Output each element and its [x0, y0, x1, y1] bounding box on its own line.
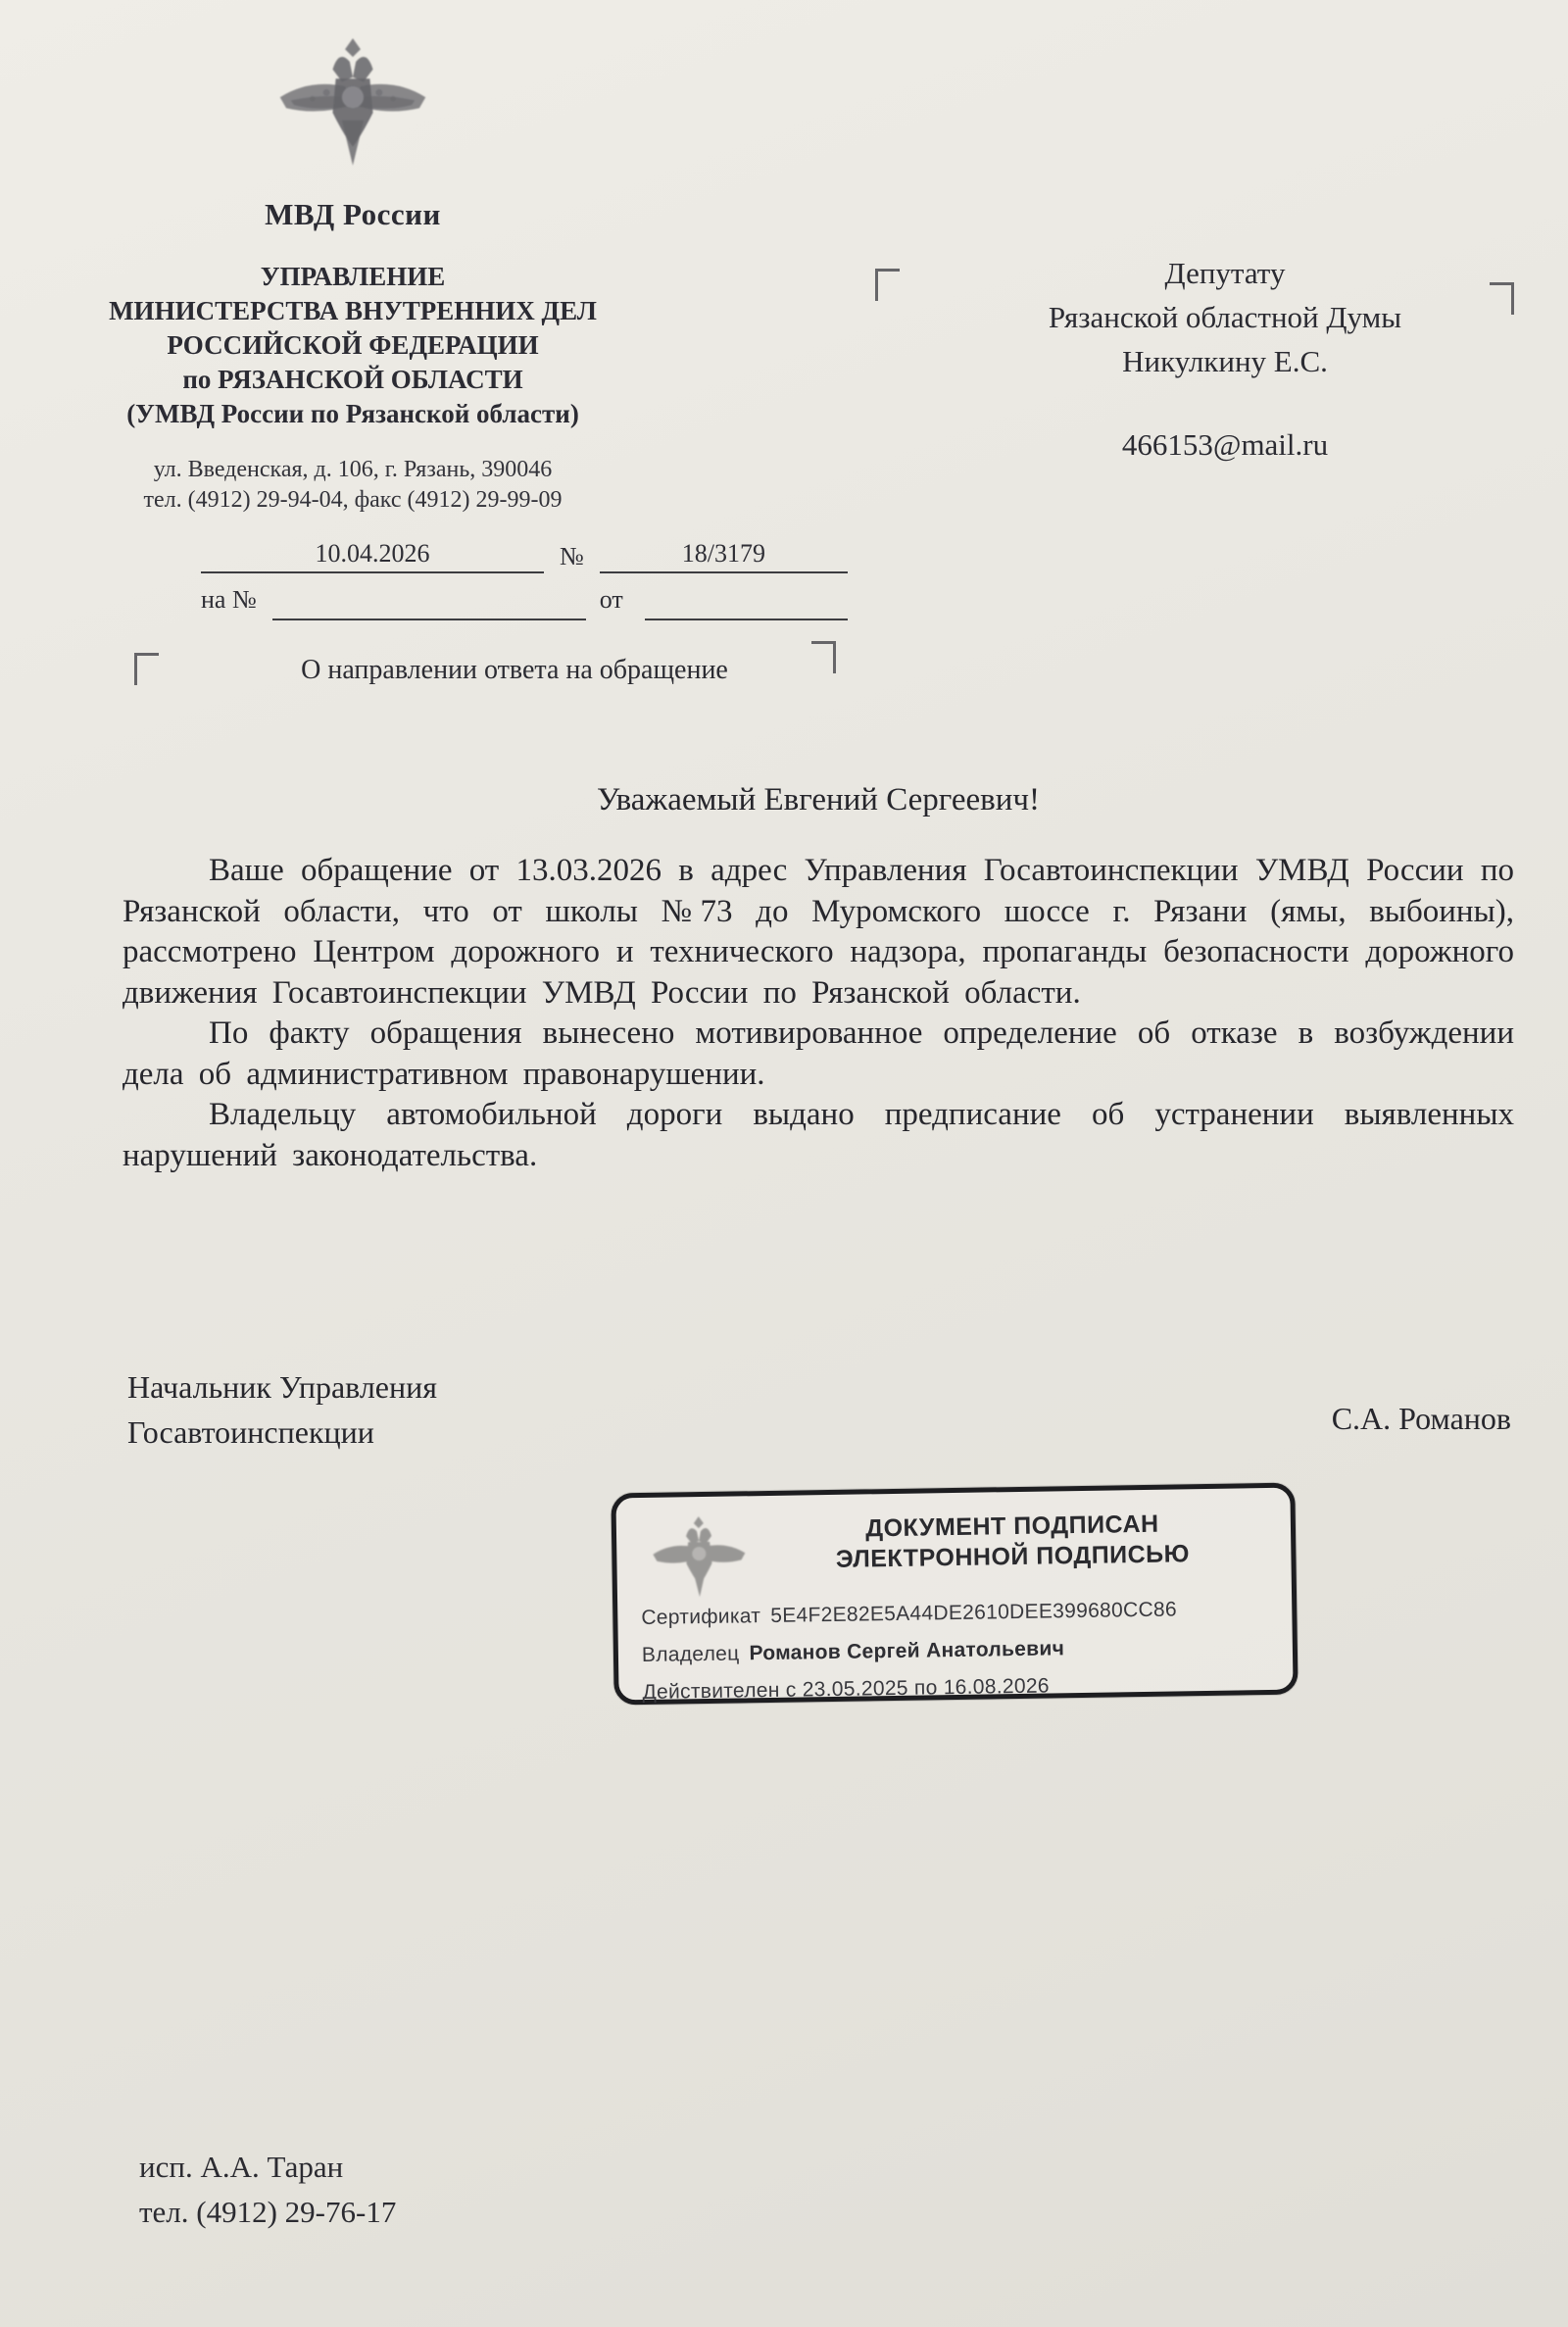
corner-mark — [134, 653, 159, 685]
on-number-blank — [272, 586, 586, 620]
signature-row — [127, 1364, 1511, 1455]
recipient-name: Никулкину Е.С. — [1122, 344, 1328, 378]
org-contacts — [108, 455, 598, 516]
from-blank — [645, 586, 848, 620]
owner-label: Владелец — [641, 1642, 740, 1667]
stamp-title — [763, 1508, 1262, 1576]
reference-block — [201, 539, 848, 620]
body-paragraph: По факту обращения вынесено мотивированное определение об отказе в возбуждении дела об административном правонарушении. — [122, 1015, 1514, 1092]
stamp-validity-line: Действителен с 23.05.2025 по 16.08.2026 — [642, 1674, 1050, 1705]
org-full-name — [108, 260, 598, 431]
org-line: МИНИСТЕРСТВА ВНУТРЕННИХ ДЕЛ — [109, 296, 597, 325]
reply-to-row — [201, 585, 848, 620]
org-address: ул. Введенская, д. 106, г. Рязань, 390046 — [153, 457, 553, 482]
letterhead — [108, 35, 598, 516]
org-line: по РЯЗАНСКОЙ ОБЛАСТИ — [182, 365, 523, 394]
signer-title-line: Госавтоинспекции — [127, 1414, 374, 1450]
salutation: Уважаемый Евгений Сергеевич! — [597, 782, 1040, 817]
signer-name: С.А. Романов — [1331, 1400, 1511, 1436]
stamp-title-line: ДОКУМЕНТ ПОДПИСАН — [865, 1510, 1159, 1543]
org-phone: тел. (4912) 29-94-04, факс (4912) 29-99-09 — [143, 487, 563, 513]
stamp-title-line: ЭЛЕКТРОННОЙ ПОДПИСЬЮ — [835, 1540, 1191, 1573]
corner-mark — [875, 269, 900, 301]
from-label: от — [599, 585, 623, 614]
org-line: РОССИЙСКОЙ ФЕДЕРАЦИИ — [167, 330, 539, 360]
recipient-org: Рязанской областной Думы — [1048, 300, 1402, 334]
electronic-signature-stamp — [611, 1483, 1298, 1706]
letter-body — [122, 851, 1514, 1176]
executor-name: исп. А.А. Таран — [139, 2150, 344, 2184]
on-number-label: на № — [201, 585, 257, 614]
recipient-email: 466153@mail.ru — [1121, 427, 1329, 462]
owner-value: Романов Сергей Анатольевич — [749, 1637, 1065, 1665]
recipient-title: Депутату — [1164, 256, 1286, 290]
mvd-emblem-icon — [275, 35, 430, 190]
org-line: (УМВД России по Рязанской области) — [126, 399, 579, 428]
executor-block — [139, 2145, 396, 2235]
org-short-name: МВД России — [265, 197, 441, 231]
date-number-row — [201, 539, 848, 573]
certificate-label: Сертификат — [641, 1605, 761, 1630]
number-sign: № — [560, 542, 584, 570]
executor-phone: тел. (4912) 29-76-17 — [139, 2195, 397, 2229]
recipient-block — [931, 251, 1519, 467]
signer-title — [127, 1364, 437, 1455]
certificate-value: 5E4F2E82E5A44DE2610DEE399680CC86 — [770, 1598, 1178, 1627]
stamp-emblem-icon — [650, 1508, 750, 1619]
body-paragraph: Ваше обращение от 13.03.2026 в адрес Управления Госавтоинспекции УМВД России по Рязанской области, что от школы №73 до Муромского шоссе г. Рязани (ямы, выбоины), рассмотрено Центром дорожного и технического надзора, пропаганды безопасности дорожного движения Госавтоинспекции УМВД России по Рязанской области. — [122, 853, 1514, 1011]
letter-number: 18/3179 — [600, 539, 848, 573]
org-line: УПРАВЛЕНИЕ — [260, 262, 446, 291]
letter-date: 10.04.2026 — [201, 539, 544, 573]
body-paragraph: Владельцу автомобильной дороги выдано предписание об устранении выявленных нарушений законодательства. — [122, 1097, 1514, 1173]
signer-title-line: Начальник Управления — [127, 1369, 437, 1405]
subject-line: О направлении ответа на обращение — [301, 655, 728, 685]
